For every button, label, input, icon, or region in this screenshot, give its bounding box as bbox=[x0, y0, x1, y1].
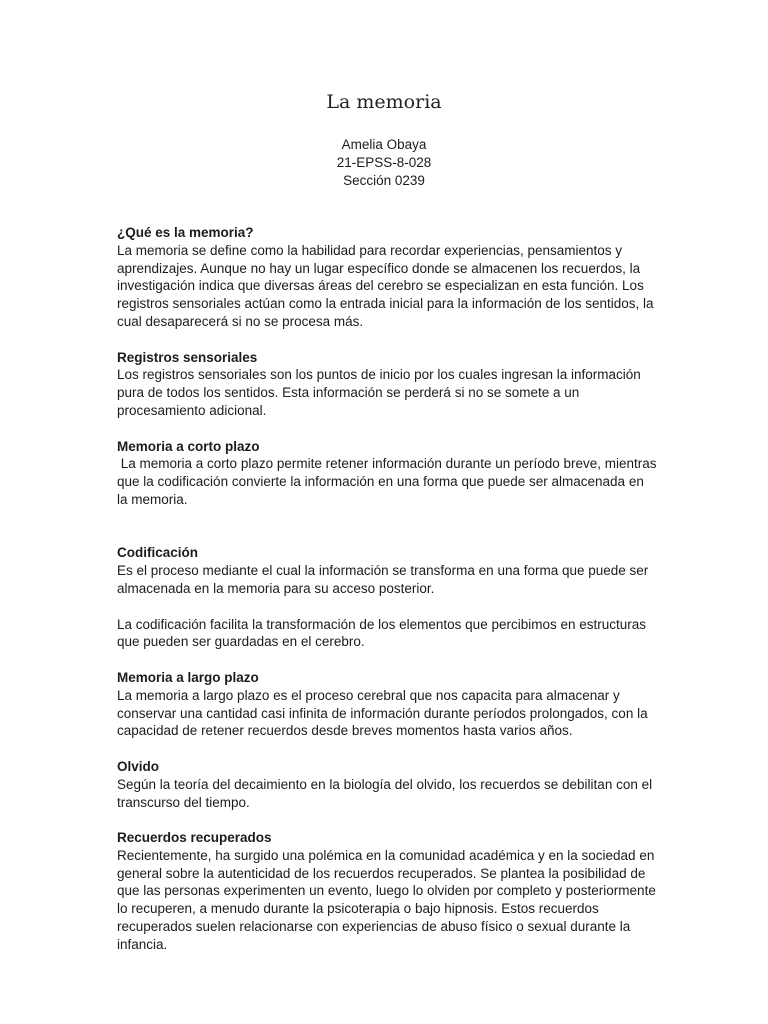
section-heading: Registros sensoriales bbox=[117, 349, 258, 365]
section-paragraph: Los registros sensoriales son los puntos de inicio por los cuales ingresan la información pura de todos los sentidos. Esta información se perderá si no se somete a un procesamiento adicional. bbox=[117, 367, 645, 418]
section-heading: Memoria a largo plazo bbox=[117, 669, 259, 685]
section-heading: ¿Qué es la memoria? bbox=[117, 225, 254, 240]
section-heading: Memoria a corto plazo bbox=[117, 438, 260, 454]
section-paragraph: Es el proceso mediante el cual la información se transforma en una forma que puede ser almacenada en la memoria para su acceso posterior. bbox=[117, 563, 653, 596]
section-paragraph: La codificación facilita la transformación de los elementos que percibimos en estructuras que pueden ser guardadas en el cerebro. bbox=[117, 616, 650, 650]
section-olvido bbox=[117, 758, 657, 811]
section-recuerdos-recuperados bbox=[117, 829, 660, 954]
section-paragraph: La memoria se define como la habilidad para recordar experiencias, pensamientos y aprendizajes. Aunque no hay un lugar específico donde se almacenen los recuerdos, la investigación indica que diversas áreas del cerebro se especializan en esta función. Los registros sensoriales actúan como la entrada inicial para la información de los sentidos, la cual desaparecerá si no se procesa más. bbox=[117, 242, 658, 329]
section-memoria-largo-plazo bbox=[117, 669, 657, 740]
section-heading: Olvido bbox=[117, 758, 160, 774]
section-codificacion bbox=[117, 544, 657, 651]
section-paragraph: Según la teoría del decaimiento en la biología del olvido, los recuerdos se debilitan con el transcurso del tiempo. bbox=[117, 776, 656, 810]
section-registros-sensoriales bbox=[117, 349, 657, 420]
section-heading: Recuerdos recuperados bbox=[117, 830, 272, 846]
student-id: 21-EPSS-8-028 bbox=[336, 154, 432, 170]
class-section: Sección 0239 bbox=[343, 172, 425, 188]
author-block bbox=[0, 136, 768, 189]
section-heading: Codificación bbox=[117, 545, 199, 561]
section-paragraph: La memoria a largo plazo es el proceso cerebral que nos capacita para almacenar y conservar una cantidad casi infinita de información durante períodos prolongados, con la capacidad de retener recuerdos desde breves momentos hasta varios años. bbox=[117, 687, 652, 739]
document-title: La memoria bbox=[326, 91, 442, 113]
section-paragraph: La memoria a corto plazo permite retener información durante un período breve, mientras que la codificación convierte la información en una forma que puede ser almacenada en la memoria. bbox=[117, 456, 661, 507]
section-que-es-la-memoria bbox=[117, 224, 657, 331]
document-body bbox=[117, 224, 661, 971]
section-memoria-corto-plazo bbox=[117, 438, 661, 509]
section-paragraph: Recientemente, ha surgido una polémica en la comunidad académica y en la sociedad en general sobre la autenticidad de los recuerdos recuperados. Se plantea la posibilidad de que las personas experimenten un evento, luego lo olviden por completo y posteriormente lo recuperen, a menudo durante la psicoterapia o bajo hipnosis. Estos recuerdos recuperados suelen relacionarse con experiencias de abuso físico o sexual durante la infancia. bbox=[117, 847, 660, 952]
author-name: Amelia Obaya bbox=[341, 137, 427, 152]
